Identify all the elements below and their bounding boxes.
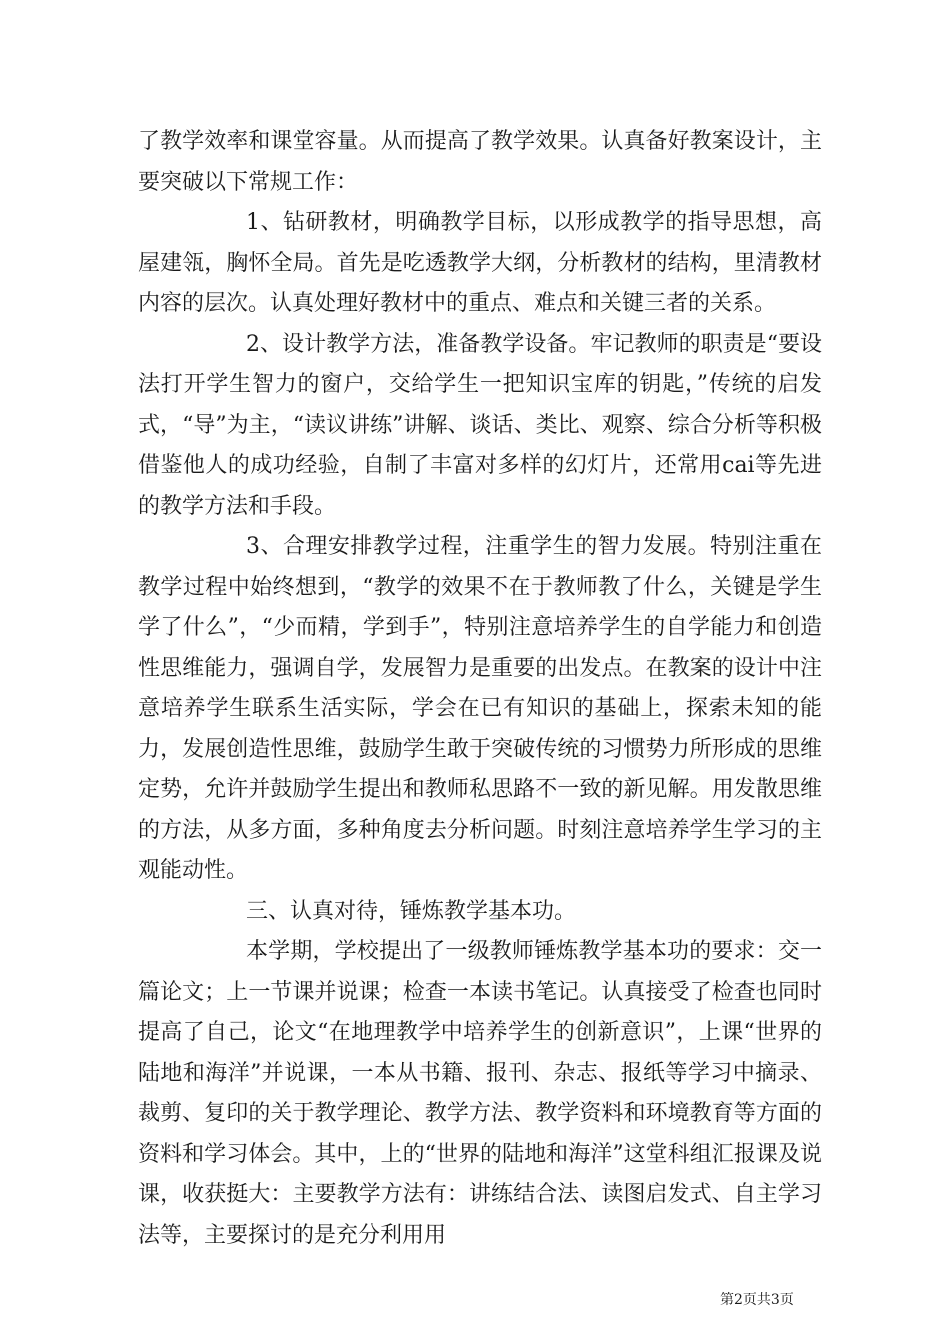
paragraph-item-2: 2、设计教学方法，准备教学设备。牢记教师的职责是“要设法打开学生智力的窗户，交给学生一把知识宝库的钥匙，”传统的启发式，“导”为主，“读议讲练”讲解、谈话、类比、观察、综合分析等积极借鉴他人的成功经验，自制了丰富对多样的幻灯片，还常用cai等先进的教学方法和手段。 [138, 331, 822, 519]
page-number-footer: 第2页共3页 [720, 1292, 794, 1308]
paragraph-item-1: 1、钻研教材，明确教学目标，以形成教学的指导思想，高屋建瓴，胸怀全局。首先是吃透教学大纲，分析教材的结构，里清教材内容的层次。认真处理好教材中的重点、难点和关键三者的关系。 [138, 210, 822, 316]
paragraph-item-3: 3、合理安排教学过程，注重学生的智力发展。特别注重在教学过程中始终想到，“教学的效果不在于教师教了什么，关键是学生学了什么”，“少而精，学到手”，特别注意培养学生的自学能力和创造性思维能力，强调自学，发展智力是重要的出发点。在教案的设计中注意培养学生联系生活实际，学会在已有知识的基础上，探索未知的能力，发展创造性思维，鼓励学生敢于突破传统的习惯势力所形成的思维定势，允许并鼓励学生提出和教师私思路不一致的新见解。用发散思维的方法，从多方面，多种角度去分析问题。时刻注意培养学生学习的主观能动性。 [138, 534, 822, 883]
paragraph-continuation: 了教学效率和课堂容量。从而提高了教学效果。认真备好教案设计，主要突破以下常规工作： [138, 129, 822, 195]
document-body [138, 122, 822, 1256]
section-heading-3: 三、认真对待，锤炼教学基本功。 [246, 898, 577, 924]
paragraph-section-3-body: 本学期，学校提出了一级教师锤炼教学基本功的要求：交一篇论文；上一节课并说课；检查一本读书笔记。认真接受了检查也同时提高了自己，论文“在地理教学中培养学生的创新意识”，上课“世界的陆地和海洋”并说课，一本从书籍、报刊、杂志、报纸等学习中摘录、裁剪、复印的关于教学理论、教学方法、教学资料和环境教育等方面的资料和学习体会。其中，上的“世界的陆地和海洋”这堂科组汇报课及说课，收获挺大：主要教学方法有：讲练结合法、读图启发式、自主学习法等，主要探讨的是充分利用用 [138, 939, 822, 1248]
